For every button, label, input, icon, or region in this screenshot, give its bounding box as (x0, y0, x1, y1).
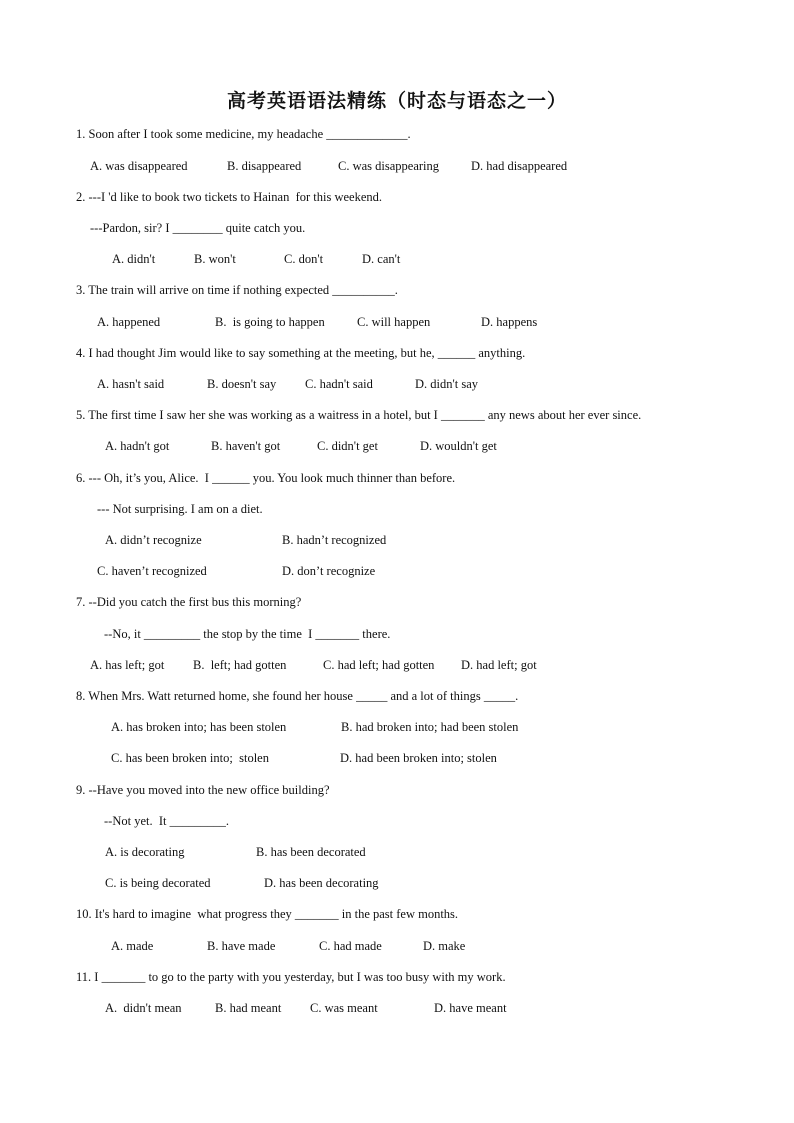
question-1-option-b: B. disappeared (227, 159, 302, 173)
question-3-option-c: C. will happen (357, 315, 431, 329)
question-8-stem: 8. When Mrs. Watt returned home, she found her house _____ and a lot of things _____. (76, 689, 519, 703)
question-4-option-d: D. didn't say (415, 377, 479, 391)
question-3-option-a: A. happened (97, 315, 161, 329)
question-6-option-b: B. hadn’t recognized (282, 533, 387, 547)
question-5-stem: 5. The first time I saw her she was working as a waitress in a hotel, but I _______ any news about her ever since. (76, 408, 642, 422)
question-9-reply: --Not yet. It _________. (104, 814, 229, 828)
question-1-stem: 1. Soon after I took some medicine, my headache _____________. (76, 127, 411, 141)
question-11-stem: 11. I _______ to go to the party with you yesterday, but I was too busy with my work. (76, 970, 506, 984)
question-8-option-b: B. had broken into; had been stolen (341, 720, 519, 734)
question-2-option-b: B. won't (194, 252, 236, 266)
question-3-stem: 3. The train will arrive on time if nothing expected __________. (76, 283, 398, 297)
question-7-reply: --No, it _________ the stop by the time I _______ there. (104, 627, 391, 641)
question-7-stem: 7. --Did you catch the first bus this morning? (76, 595, 302, 609)
question-3-option-b: B. is going to happen (215, 315, 325, 329)
question-2-option-d: D. can't (362, 252, 401, 266)
question-11-option-b: B. had meant (215, 1001, 282, 1015)
question-10-option-b: B. have made (207, 939, 276, 953)
page-title: 高考英语语法精练（时态与语态之一） (226, 90, 567, 112)
question-4-option-a: A. hasn't said (97, 377, 165, 391)
question-6-option-c: C. haven’t recognized (97, 564, 207, 578)
question-5-option-a: A. hadn't got (105, 439, 170, 453)
question-7-option-c: C. had left; had gotten (323, 658, 435, 672)
question-11-option-d: D. have meant (434, 1001, 507, 1015)
question-10-option-d: D. make (423, 939, 466, 953)
question-1-option-d: D. had disappeared (471, 159, 568, 173)
question-10-stem: 10. It's hard to imagine what progress they _______ in the past few months. (76, 907, 459, 921)
question-9-option-c: C. is being decorated (105, 876, 211, 890)
question-6-stem: 6. --- Oh, it’s you, Alice. I ______ you. You look much thinner than before. (76, 471, 456, 485)
question-8-option-c: C. has been broken into; stolen (111, 751, 269, 765)
question-2-reply: ---Pardon, sir? I ________ quite catch you. (90, 221, 306, 235)
question-2-stem: 2. ---I 'd like to book two tickets to Hainan for this weekend. (76, 190, 382, 204)
question-3-option-d: D. happens (481, 315, 538, 329)
question-6-option-a: A. didn’t recognize (105, 533, 202, 547)
question-9-option-a: A. is decorating (105, 845, 185, 859)
question-4-stem: 4. I had thought Jim would like to say something at the meeting, but he, ______ anything. (76, 346, 526, 360)
question-6-reply: --- Not surprising. I am on a diet. (97, 502, 263, 516)
question-5-option-d: D. wouldn't get (420, 439, 497, 453)
question-10-option-a: A. made (111, 939, 154, 953)
question-4-option-c: C. hadn't said (305, 377, 373, 391)
question-2-option-a: A. didn't (112, 252, 156, 266)
question-8-option-a: A. has broken into; has been stolen (111, 720, 287, 734)
question-1-option-a: A. was disappeared (90, 159, 188, 173)
question-11-option-c: C. was meant (310, 1001, 378, 1015)
question-8-option-d: D. had been broken into; stolen (340, 751, 497, 765)
question-10-option-c: C. had made (319, 939, 382, 953)
question-9-stem: 9. --Have you moved into the new office building? (76, 783, 330, 797)
question-2-option-c: C. don't (284, 252, 324, 266)
question-11-option-a: A. didn't mean (105, 1001, 182, 1015)
question-1-option-c: C. was disappearing (338, 159, 440, 173)
question-6-option-d: D. don’t recognize (282, 564, 376, 578)
question-7-option-b: B. left; had gotten (193, 658, 287, 672)
question-9-option-d: D. has been decorating (264, 876, 379, 890)
question-4-option-b: B. doesn't say (207, 377, 277, 391)
question-7-option-d: D. had left; got (461, 658, 537, 672)
question-5-option-c: C. didn't get (317, 439, 378, 453)
question-7-option-a: A. has left; got (90, 658, 165, 672)
question-9-option-b: B. has been decorated (256, 845, 366, 859)
question-5-option-b: B. haven't got (211, 439, 281, 453)
